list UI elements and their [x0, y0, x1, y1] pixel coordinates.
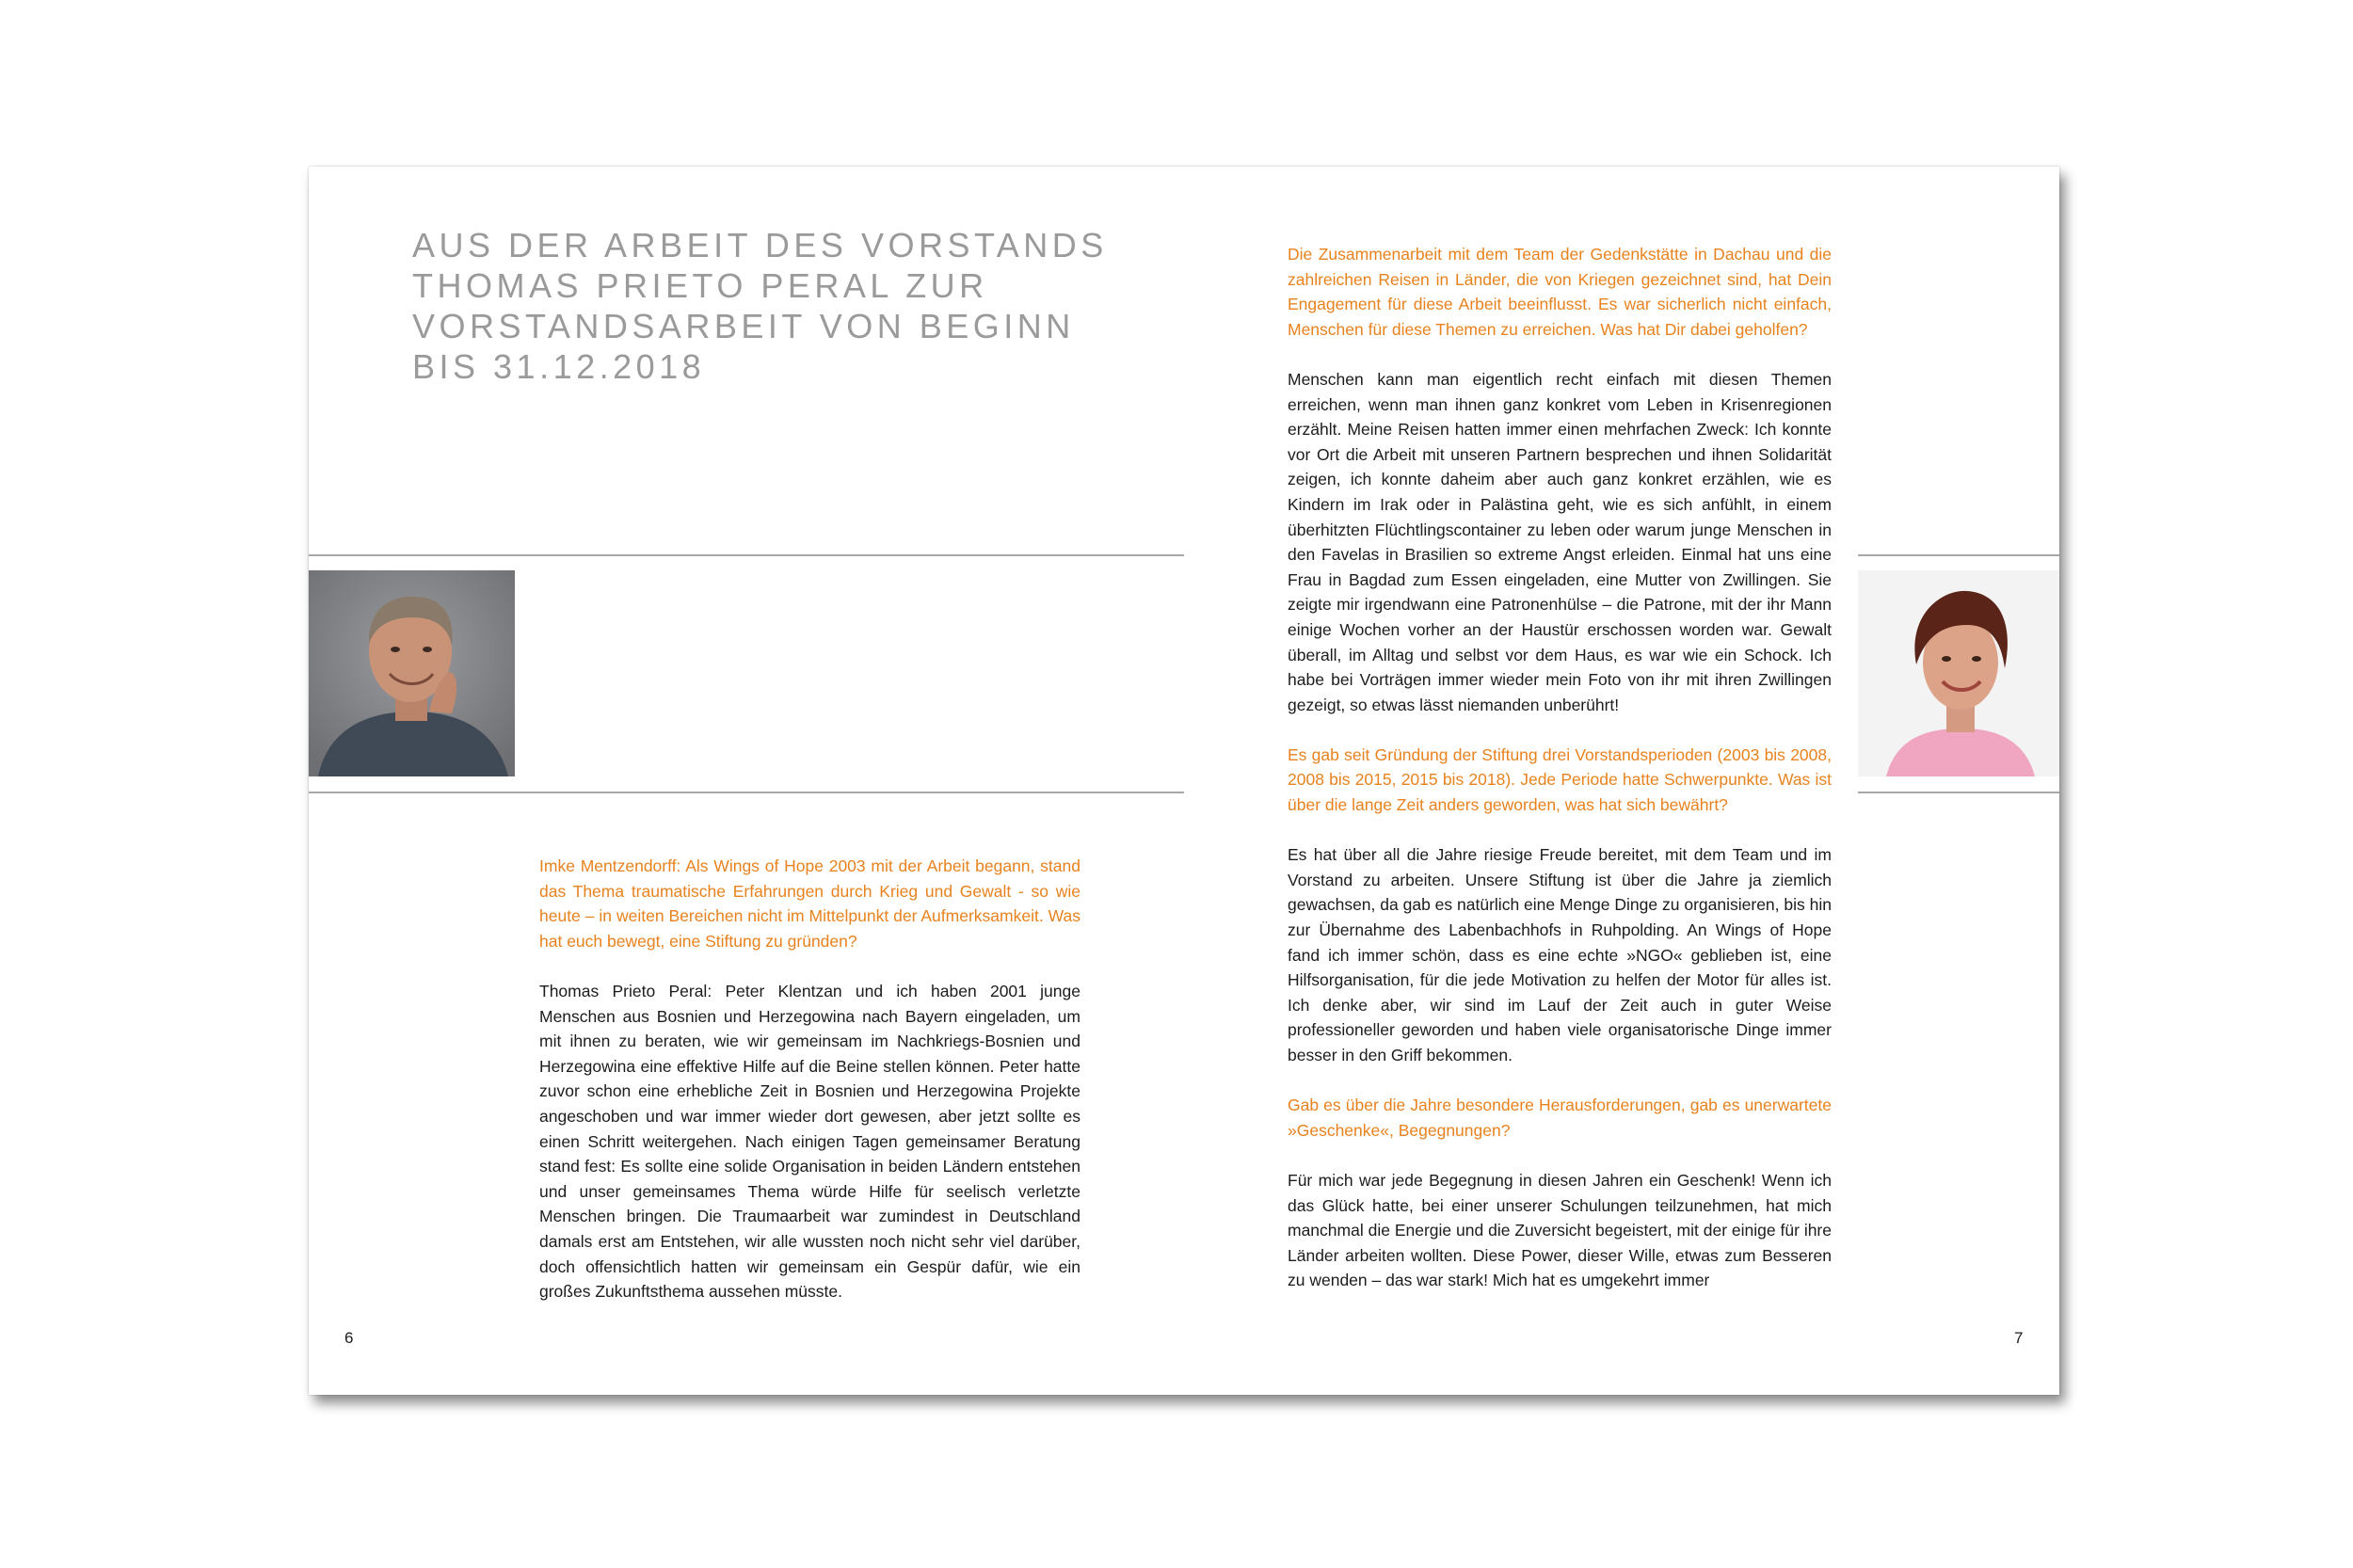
interview-question: Die Zusammenarbeit mit dem Team der Gedenkstätte in Dachau und die zahlreichen Reisen in Länder, die von Kriegen gezeichnet sind, hat Dein Engagement für diese Arbeit beeinflusst. Es war sicherlich nicht einfach, Menschen für diese Themen zu erreichen. Was hat Dir dabei geholfen?	[1288, 245, 1832, 339]
portrait-woman	[1858, 570, 2059, 776]
interview-answer: Für mich war jede Begegnung in diesen Jahren ein Geschenk! Wenn ich das Glück hatte, bei einer unserer Schulungen teilzunehmen, hat mich manchmal die Energie und die Zuversicht begeistert, mit der einige für ihre Länder arbeiten wollten. Diese Power, dieser Wille, etwas zum Besseren zu wenden – das war stark! Mich hat es umgekehrt immer	[1288, 1170, 1832, 1290]
portrait-thomas-prieto-peral	[309, 570, 515, 776]
page-number-right: 7	[2014, 1329, 2024, 1347]
title-line: BIS 31.12.2018	[412, 347, 706, 386]
interview-answer: Thomas Prieto Peral: Peter Klentzan und ich haben 2001 junge Menschen aus Bosnien und Herzegowina nach Bayern eingeladen, um mit ihnen zu beraten, wie wir gemeinsam im Nachkriegs-Bosnien und Herzegowina eine effektive Hilfe auf die Beine stellen können. Peter hatte zuvor schon eine erhebliche Zeit in Bosnien und Herzegowina Projekte angeschoben und war immer wieder dort gewesen, aber jetzt sollte es einen Schritt weitergehen. Nach einigen Tagen gemeinsamer Beratung stand fest: Es sollte eine solide Organisation in beiden Ländern entstehen und unser gemeinsames Thema würde Hilfe für seelisch verletzte Menschen bringen. Die Traumaarbeit war zumindest in Deutschland damals erst am Entstehen, wir alle wussten noch nicht sehr viel darüber, doch offensichtlich hatten wir gemeinsam ein Gespür dafür, wie ein großes Zukunftsthema aussehen müsste.	[539, 981, 1080, 1302]
right-text-column	[1288, 242, 1832, 1319]
divider-top-right	[1858, 554, 2059, 556]
interview-question: Gab es über die Jahre besondere Herausforderungen, gab es unerwartete »Geschenke«, Begegnungen?	[1288, 1096, 1832, 1140]
title-line: VORSTANDSARBEIT VON BEGINN	[412, 307, 1075, 345]
left-text-column	[539, 854, 1080, 1329]
divider-bottom-right	[1858, 792, 2059, 793]
interview-answer: Menschen kann man eigentlich recht einfach mit diesen Themen erreichen, wenn man ihnen ganz konkret vom Leben in Krisenregionen erzählt. Meine Reisen hatten immer einen mehrfachen Zweck: Ich konnte vor Ort die Arbeit mit unseren Partnern besprechen und ihnen Solidarität zeigen, ich konnte daheim aber auch ganz konkret erzählen, wie es Kindern im Irak oder in Palästina geht, wie es sich anfühlt, in einem überhitzten Flüchtlingscontainer zu leben oder warum junge Menschen in den Favelas in Brasilien so extreme Angst erleiden. Einmal hat uns eine Frau in Bagdad zum Essen eingeladen, eine Mutter von Zwillingen. Sie zeigte mir irgendwann eine Patronenhülse – die Patrone, mit der ihr Mann einige Wochen vorher an der Haustür erschossen worden war. Gewalt überall, im Alltag und selbst vor dem Haus, es war wie ein Schock. Ich habe bei Vorträgen immer wieder mein Foto von ihr mit ihren Zwillingen gezeigt, so etwas lässt niemanden unberührt!	[1288, 369, 1832, 714]
page-title	[412, 225, 1108, 387]
divider-top-left	[309, 554, 1184, 556]
divider-bottom-left	[309, 792, 1184, 793]
page-number-left: 6	[344, 1329, 354, 1347]
title-line: AUS DER ARBEIT DES VORSTANDS	[412, 226, 1108, 264]
magazine-spread	[309, 167, 2059, 1395]
interview-question: Imke Mentzendorff: Als Wings of Hope 2003 mit der Arbeit begann, stand das Thema traumatische Erfahrungen durch Krieg und Gewalt - so wie heute – in weiten Bereichen nicht im Mittelpunkt der Aufmerksamkeit. Was hat euch bewegt, eine Stiftung zu gründen?	[539, 856, 1080, 951]
interview-question: Es gab seit Gründung der Stiftung drei Vorstandsperioden (2003 bis 2008, 2008 bis 2015, 2015 bis 2018). Jede Periode hatte Schwerpunkte. Was ist über die lange Zeit anders geworden, was hat sich bewährt?	[1288, 744, 1832, 815]
title-line: THOMAS PRIETO PERAL ZUR	[412, 266, 988, 305]
interview-answer: Es hat über all die Jahre riesige Freude bereitet, mit dem Team und im Vorstand zu arbeiten. Unsere Stiftung ist über die Jahre ja ziemlich gewachsen, da gab es natürlich eine Menge Dinge zu organisieren, bis hin zur Übernahme des Labenbachhofs in Ruhpolding. An Wings of Hope fand ich immer schön, dass es eine echte »NGO« geblieben ist, eine Hilfsorganisation, für die jede Motivation zu helfen der Motor für alles ist. Ich denke aber, wir sind im Lauf der Zeit auch in guter Weise professioneller geworden und haben viele organisatorische Dinge immer besser in den Griff bekommen.	[1288, 845, 1832, 1064]
